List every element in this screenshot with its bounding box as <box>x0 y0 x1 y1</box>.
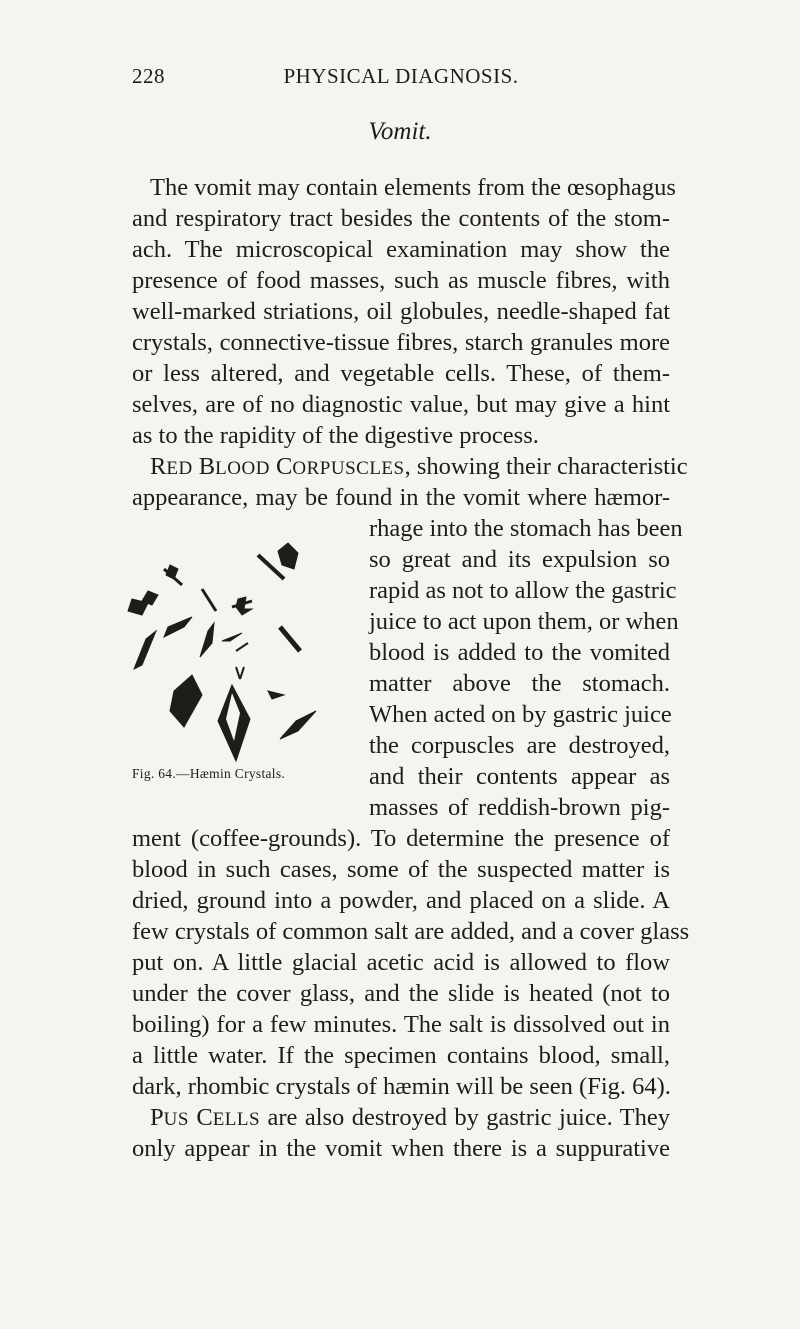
red-blood-line: under the cover glass, and the slide is heated (not to <box>132 980 670 1007</box>
wrapped-line: the corpuscles are destroyed, <box>369 732 670 759</box>
figure-caption: Fig. 64.—Hæmin Crystals. <box>132 766 286 781</box>
red-blood-line: ment (coffee-grounds). To determine the presence of <box>132 825 670 852</box>
pus-cells-line: only appear in the vomit when there is a suppurative <box>132 1135 670 1162</box>
haemin-crystals-figure <box>112 535 342 765</box>
paragraph1-line: or less altered, and vegetable cells. These, of them- <box>132 360 670 387</box>
heading-cells: CELLS <box>196 1104 261 1131</box>
red-blood-heading-line: RED BLOOD CORPUSCLES, showing their characteristic <box>150 453 688 480</box>
paragraph1-line: crystals, connective-tissue fibres, starch granules more <box>132 329 670 356</box>
wrapped-line: juice to act upon them, or when <box>369 608 679 635</box>
wrapped-line: rapid as not to allow the gastric <box>369 577 677 604</box>
red-blood-line: blood in such cases, some of the suspected matter is <box>132 856 670 883</box>
paragraph1-line: ach. The microscopical examination may show the <box>132 236 670 263</box>
wrapped-line: masses of reddish-brown pig- <box>369 794 670 821</box>
pus-cells-heading-line: PUS CELLS are also destroyed by gastric juice. They <box>150 1104 671 1131</box>
paragraph1-line: as to the rapidity of the digestive process. <box>132 422 539 449</box>
paragraph1-line: and respiratory tract besides the contents of the stom- <box>132 205 670 232</box>
red-blood-line: put on. A little glacial acetic acid is allowed to flow <box>132 949 670 976</box>
page-number: 228 <box>132 64 165 88</box>
red-blood-line: appearance, may be found in the vomit where hæmor- <box>132 484 670 511</box>
paragraph1-line: The vomit may contain elements from the œsophagus <box>150 174 676 201</box>
haemin-crystals-icon <box>112 535 342 765</box>
red-blood-line: dark, rhombic crystals of hæmin will be seen (Fig. 64). <box>132 1073 671 1100</box>
wrapped-line: matter above the stomach. <box>369 670 670 697</box>
red-blood-line: boiling) for a few minutes. The salt is dissolved out in <box>132 1011 670 1038</box>
heading-blood: BLOOD <box>198 453 270 480</box>
wrapped-line: rhage into the stomach has been <box>369 515 683 542</box>
wrapped-line: When acted on by gastric juice <box>369 701 672 728</box>
book-title: PHYSICAL DIAGNOSIS. <box>283 64 519 88</box>
heading-pus: PUS <box>150 1104 189 1131</box>
section-title: Vomit. <box>368 118 432 145</box>
wrapped-line: so great and its expulsion so <box>369 546 670 573</box>
heading-corpuscles: CORPUSCLES <box>276 453 405 480</box>
paragraph1-line: well-marked striations, oil globules, needle-shaped fat <box>132 298 670 325</box>
red-blood-line: dried, ground into a powder, and placed on a slide. A <box>132 887 670 914</box>
paragraph1-line: selves, are of no diagnostic value, but may give a hint <box>132 391 670 418</box>
paragraph1-line: presence of food masses, such as muscle fibres, with <box>132 267 670 294</box>
wrapped-line: blood is added to the vomited <box>369 639 670 666</box>
red-blood-line: few crystals of common salt are added, and a cover glass <box>132 918 690 945</box>
wrapped-line: and their contents appear as <box>369 763 670 790</box>
red-blood-line: a little water. If the specimen contains blood, small, <box>132 1042 670 1069</box>
heading-red: RED <box>150 453 193 480</box>
